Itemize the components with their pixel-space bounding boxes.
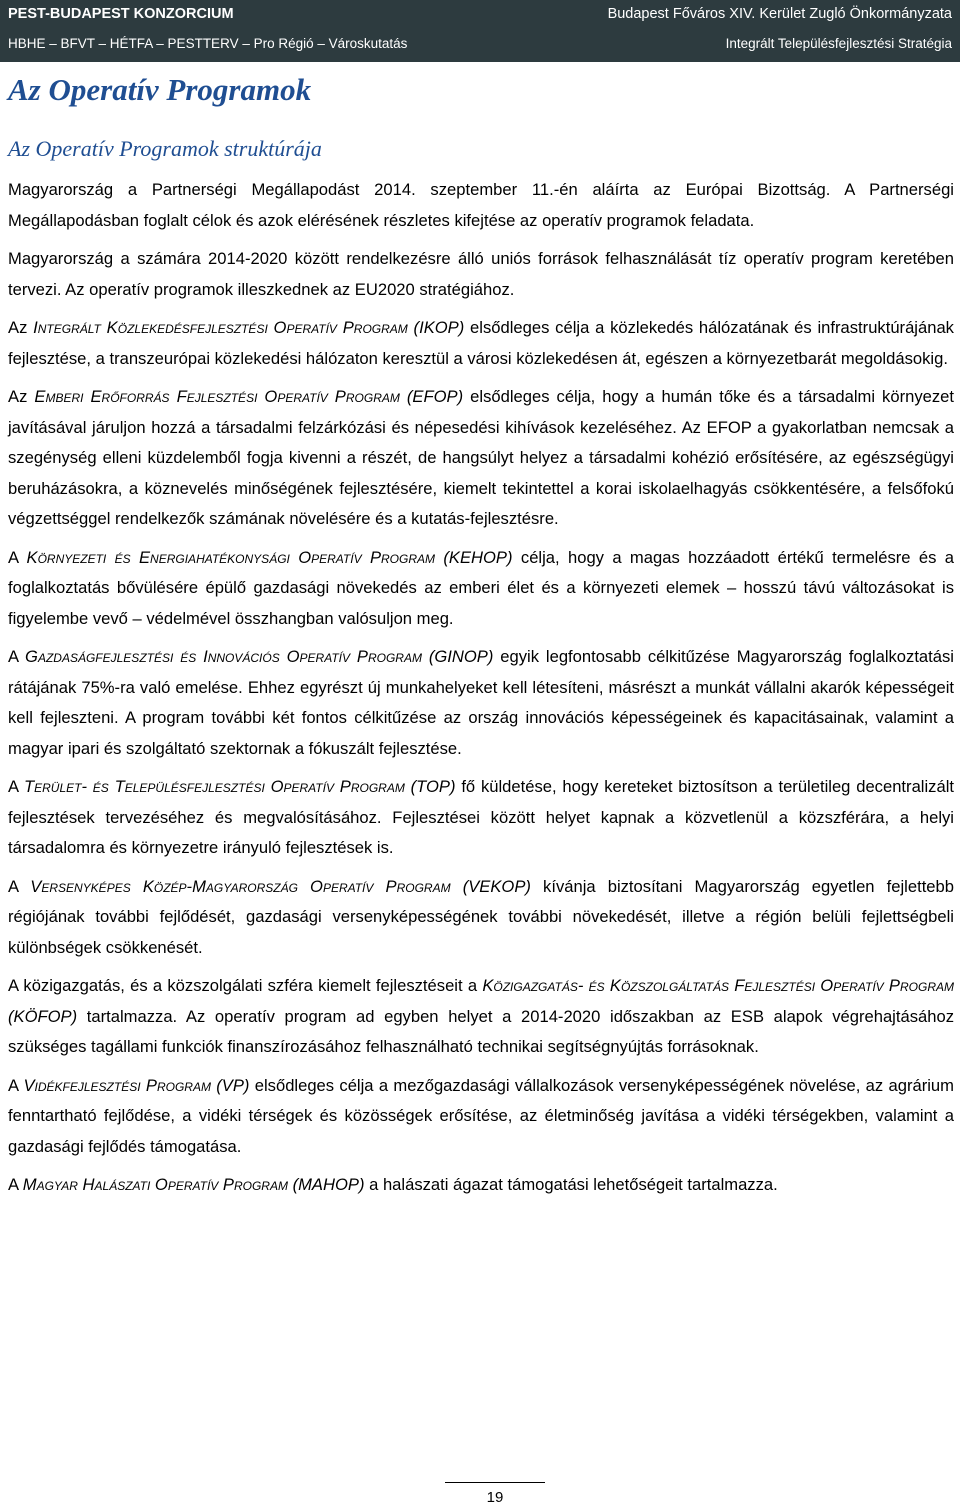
program-name-ikop: Integrált Közlekedésfejlesztési Operatív Program (IKOP) xyxy=(33,318,465,337)
paragraph-kofop xyxy=(8,971,954,1063)
mahop-pre: A xyxy=(8,1175,23,1194)
program-name-mahop: Magyar Halászati Operatív Program (MAHOP) xyxy=(22,1175,365,1194)
header-org: PEST-BUDAPEST KONZORCIUM xyxy=(8,6,234,22)
ikop-text: elsődleges célja a közlekedés hálózatának és infrastruktúrájának fejlesztése, a transzeurópai közlekedési hálózaton keresztül a városi közlekedésen át, egészen a környezetbarát megoldásokig. xyxy=(8,318,954,368)
kofop-text: tartalmazza. Az operatív program ad egyben helyet a 2014-2020 időszakban az ESB alapok végrehajtásához szükséges tagállami funkciók finanszírozásához felhasználható technikai segítségnyújtás forrásoknak. xyxy=(8,1006,954,1056)
paragraph-vp xyxy=(8,1071,954,1163)
ginop-text: egyik legfontosabb célkitűzése Magyarország foglalkoztatási rátájának 75%-ra való emelése. Ehhez egyrészt új munkahelyeket kell létesíteni, másrészt a munkát vállalni akarók képességeit kell fejleszteni. A program további két fontos célkitűzése az ország innovációs képességeinek és kapacitásainak, valamint a magyar ipari és szolgáltató szektornak a fókuszált fejlesztése. xyxy=(8,647,954,758)
ikop-pre: Az xyxy=(8,318,34,337)
program-name-vp: Vidékfejlesztési Program (VP) xyxy=(23,1075,250,1095)
kehop-pre: A xyxy=(8,547,27,567)
efop-pre: Az xyxy=(8,387,35,406)
paragraph-mahop xyxy=(8,1170,954,1201)
program-name-kofop: Közigazgatás- és Közszolgáltatás Fejlesztési Operatív Program (KÖFOP) xyxy=(8,976,954,1026)
footer-divider xyxy=(445,1482,545,1483)
program-name-vekop: Versenyképes Közép-Magyarország Operatív Program (VEKOP) xyxy=(30,876,531,896)
top-pre: A xyxy=(8,777,24,796)
mahop-text: a halászati ágazat támogatási lehetőségeit tartalmazza. xyxy=(364,1175,778,1194)
program-name-ginop: Gazdaságfejlesztési és Innovációs Operatív Program (GINOP) xyxy=(25,647,494,666)
section-title: Az Operatív Programok struktúrája xyxy=(8,136,322,161)
paragraph-efop xyxy=(8,382,954,535)
paragraph-kehop xyxy=(8,543,954,635)
efop-text: elsődleges célja, hogy a humán tőke és a társadalmi környezet javításával járuljon hozzá a társadalmi felzárkózási és népesedési kihívások kezeléséhez. Az EFOP a gyakorlatban nemcsak a szegénység elleni küzdelemből fogja kivenni a részét, de hangsúlyt helyez a társadalmi kohézió erősítésére, az egészségügyi beruházásokra, a köznevelés minőségének fejlesztésére, kiemelt tekintettel a korai iskolaelhagyás csökkentésére, a felsőfokú végzettséggel rendelkezők számának növelésére és a kutatás-fejlesztésre. xyxy=(8,387,954,528)
page-header xyxy=(0,0,960,62)
document-body xyxy=(8,70,954,1201)
paragraph-ikop xyxy=(8,313,954,374)
vp-pre: A xyxy=(8,1075,24,1095)
vekop-text: kívánja biztosítani Magyarország egyetlen fejlettebb régiójának további fejlődését, gazdasági versenyképességének további növekedését, illetve a régión belüli fejlettségbeli különbségek csökkenését. xyxy=(8,876,954,957)
kofop-pre: A közigazgatás, és a közszolgálati szféra kiemelt fejlesztéseit a xyxy=(8,976,483,995)
program-name-kehop: Környezeti és Energiahatékonysági Operatív Program (KEHOP) xyxy=(26,547,513,567)
vp-text: elsődleges célja a mezőgazdasági vállalkozások versenyképességének növelése, az agrárium fenntartható fejlődése, a vidéki térségek és közösségek erősítése, az életminőség javítása a vidéki térségekben, valamint a gazdasági fejlődés támogatása. xyxy=(8,1075,954,1156)
header-doc-title: Integrált Településfejlesztési Stratégia xyxy=(725,36,952,51)
program-name-top: Terület- és Településfejlesztési Operatív Program (TOP) xyxy=(23,777,456,796)
paragraph-ginop xyxy=(8,642,954,764)
ginop-pre: A xyxy=(8,647,26,666)
paragraph-intro-2: Magyarország a számára 2014-2020 között rendelkezésre álló uniós források felhasználását tíz operatív program keretében tervezi. Az operatív programok illeszkednek az EU2020 stratégiához. xyxy=(8,249,954,299)
kehop-text: célja, hogy a magas hozzáadott értékű termelésre és a foglalkoztatás bővülésére épülő gazdasági növekedés az emberi élet és a környezeti elemek – hosszú távú változásokat is figyelembe vevő – védelmével összhangban valósuljon meg. xyxy=(8,547,954,628)
top-text: fő küldetése, hogy kereteket biztosítson a területileg decentralizált fejlesztések tervezéséhez és megvalósításához. Fejlesztései között helyet kapnak a közvetlenül a közszférára, a helyi társadalomra és környezetre irányuló fejlesztések is. xyxy=(8,777,954,857)
paragraph-vekop xyxy=(8,872,954,964)
program-name-efop: Emberi Erőforrás Fejlesztési Operatív Program (EFOP) xyxy=(34,387,464,406)
page-title: Az Operatív Programok xyxy=(8,72,312,107)
vekop-pre: A xyxy=(8,876,31,896)
paragraph-top xyxy=(8,772,954,864)
page-number: 19 xyxy=(486,1489,504,1506)
header-client: Budapest Főváros XIV. Kerület Zugló Önkormányzata xyxy=(607,6,952,22)
paragraph-intro-1: Magyarország a Partnerségi Megállapodást 2014. szeptember 11.-én aláírta az Európai Bizottság. A Partnerségi Megállapodásban foglalt célok és azok elérésének részletes kifejtése az operatív programok feladata. xyxy=(8,180,954,230)
header-partners: HBHE – BFVT – HÉTFA – PESTTERV – Pro Régió – Városkutatás xyxy=(8,36,408,51)
